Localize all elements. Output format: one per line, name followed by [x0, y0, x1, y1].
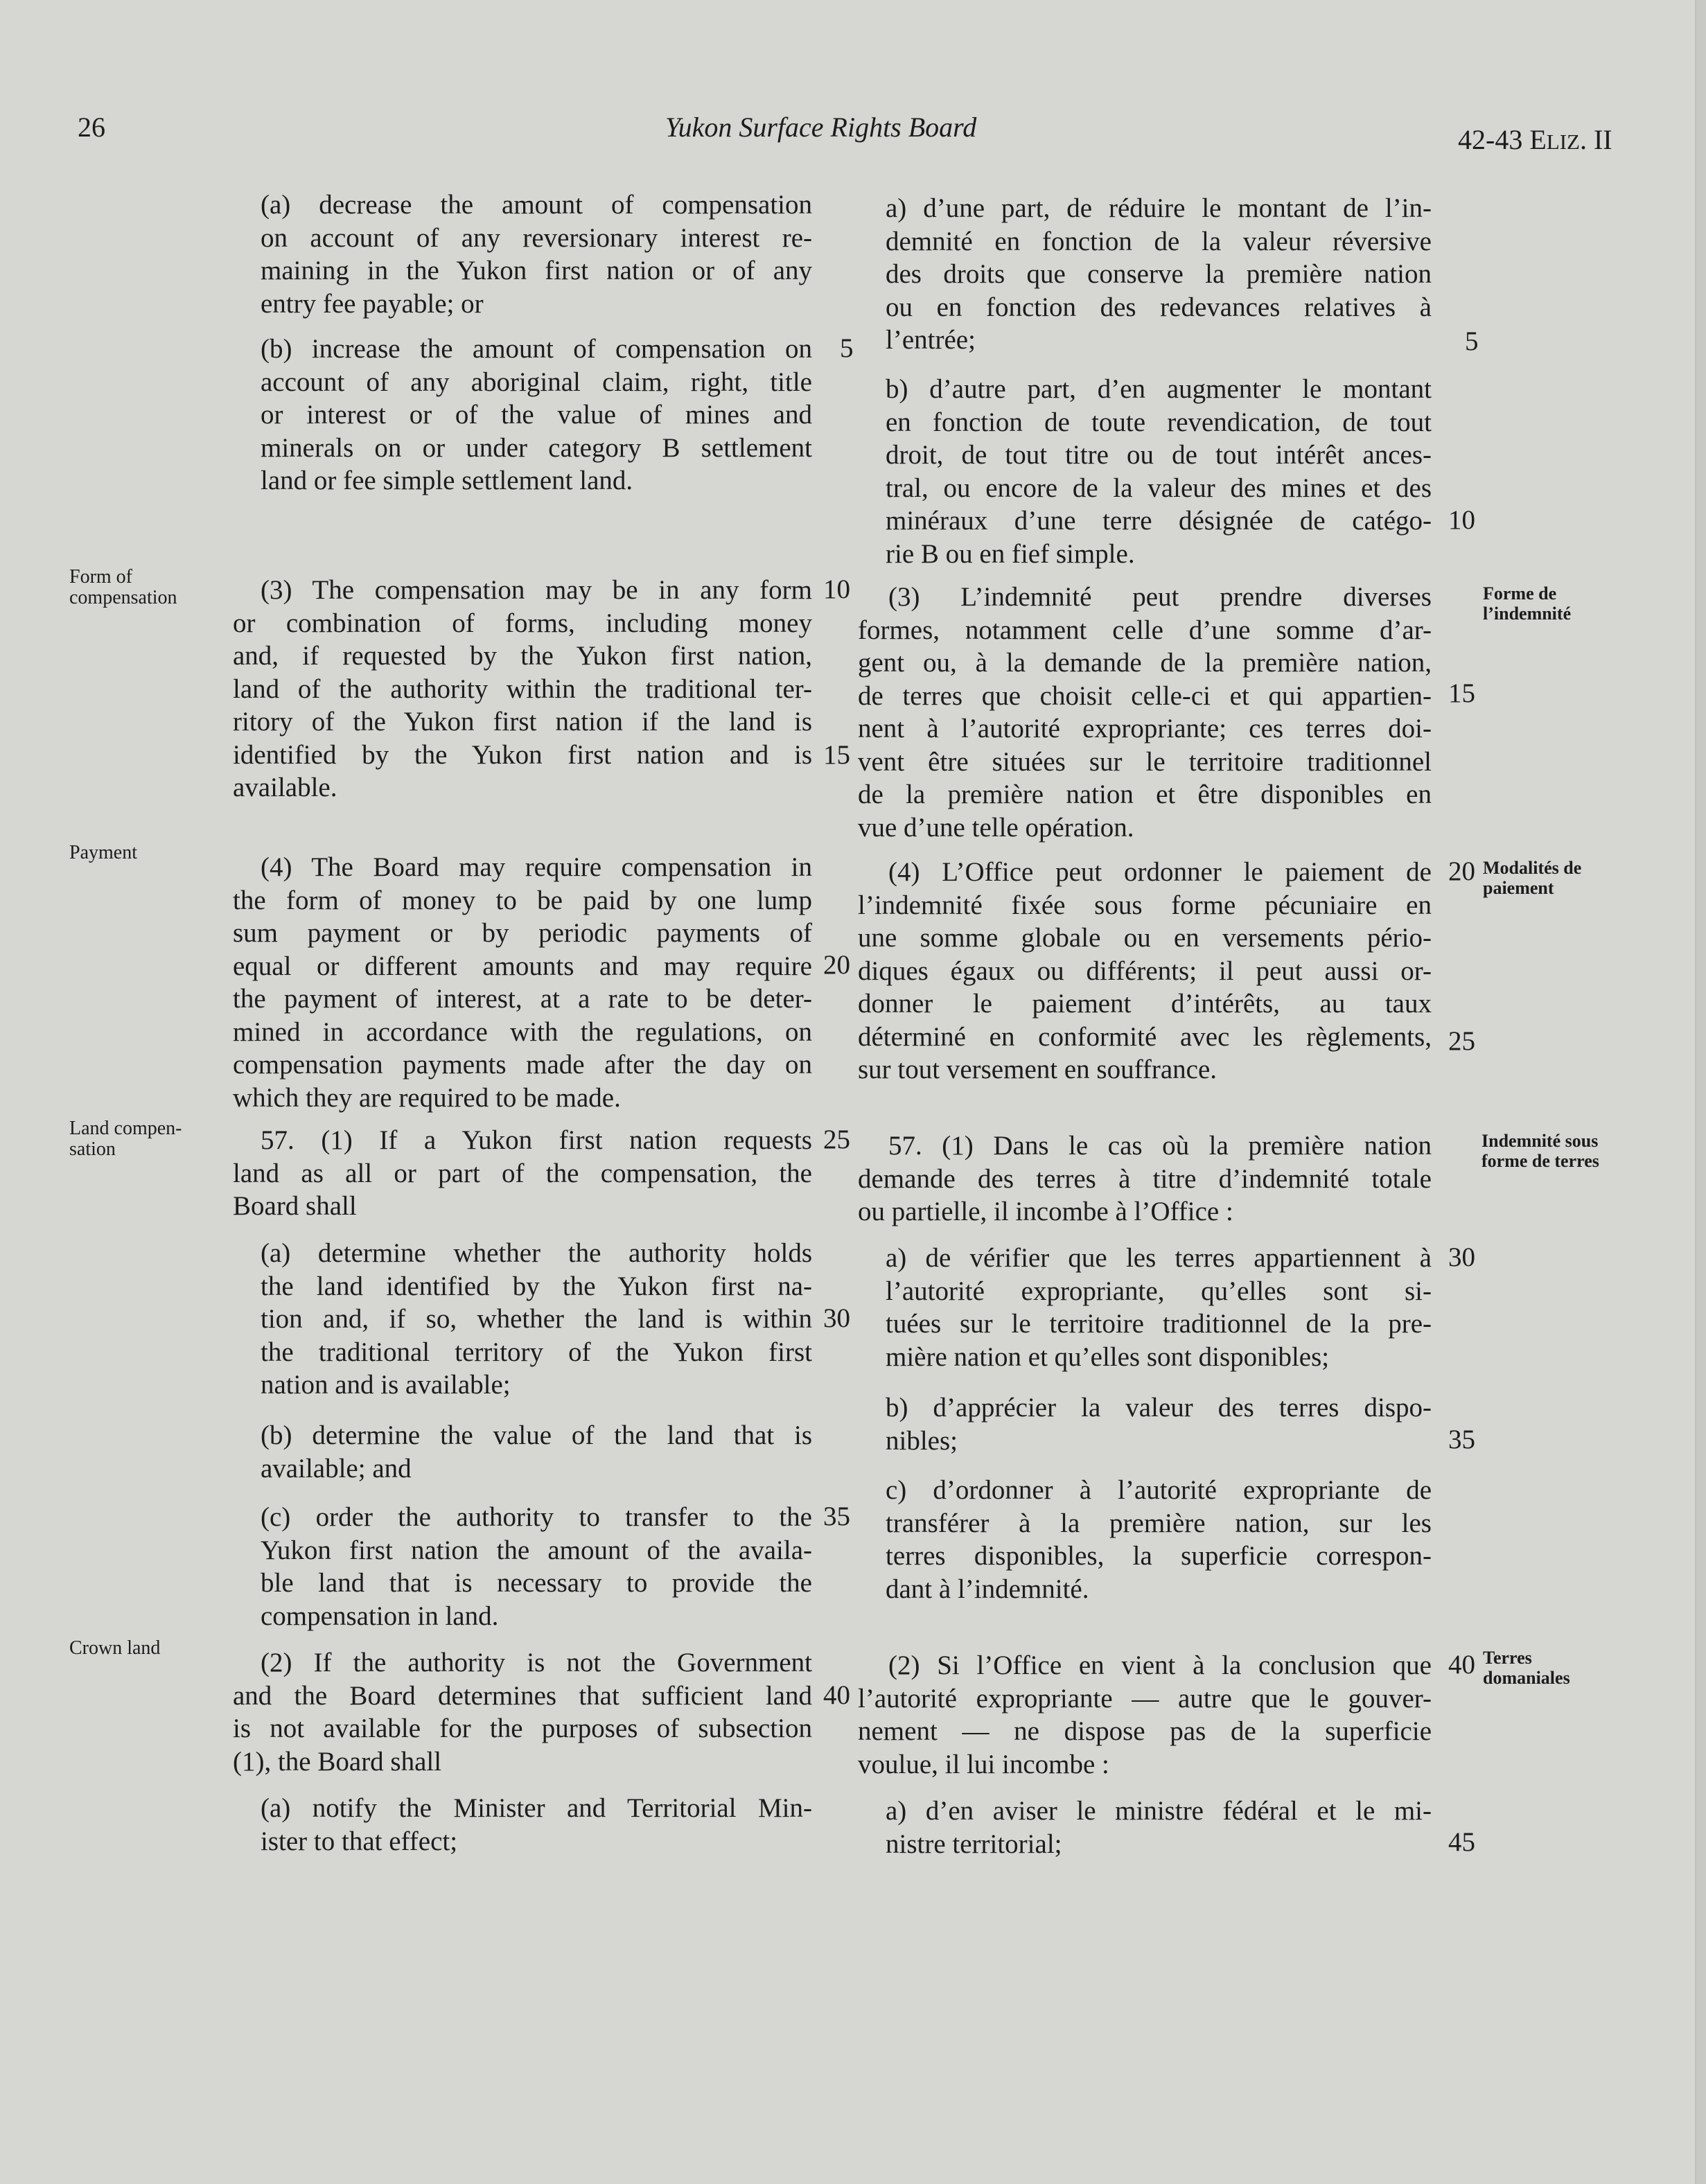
- english-b2-line: (b) determine the value of the land that is: [261, 1420, 812, 1450]
- english-p3-line: ritory of the Yukon first nation if the land is: [233, 707, 812, 737]
- english-b1-line: account of any aboriginal claim, right, title: [261, 367, 812, 397]
- line-number-fr: 40: [1448, 1650, 1475, 1680]
- french-b1-line: tral, ou encore de la valeur des mines et des: [886, 473, 1432, 503]
- english-s2-line: (1), the Board shall: [233, 1746, 442, 1777]
- english-c2-line: compensation in land.: [261, 1601, 499, 1631]
- french-a2-line: a) de vérifier que les terres appartiennent à: [886, 1243, 1432, 1273]
- french-a1-line: a) d’une part, de réduire le montant de l’in-: [886, 193, 1432, 223]
- english-a1-line: (a) decrease the amount of compensation: [261, 190, 812, 220]
- english-s57-line: land as all or part of the compensation, the: [233, 1158, 812, 1188]
- french-s57-line: demande des terres à titre d’indemnité totale: [858, 1163, 1432, 1194]
- english-a2-line: (a) determine whether the authority holds: [261, 1238, 812, 1268]
- french-p3-line: nent à l’autorité expropriante; ces terres doi-: [858, 714, 1432, 743]
- english-p3-line: land of the authority within the traditional ter-: [233, 673, 812, 704]
- english-p3-line: and, if requested by the Yukon first nation,: [233, 641, 812, 671]
- french-p4-line: donner le paiement d’intérêts, au taux: [858, 989, 1432, 1019]
- french-s57-line: ou partielle, il incombe à l’Office :: [858, 1197, 1233, 1226]
- french-a3-line: nistre territorial;: [886, 1829, 1062, 1859]
- french-b1-line: droit, de tout titre ou de tout intérêt ances-: [886, 440, 1432, 470]
- margin-note-en-land: Land compen- sation: [69, 1118, 182, 1160]
- french-p3-line: (3) L’indemnité peut prendre diverses: [888, 582, 1432, 612]
- french-a2-line: mière nation et qu’elles sont disponibles;: [886, 1341, 1330, 1372]
- french-a1-line: demnité en fonction de la valeur réversive: [886, 226, 1432, 256]
- french-p4-line: sur tout versement en souffrance.: [858, 1055, 1217, 1084]
- english-p4-line: which they are required to be made.: [233, 1082, 621, 1113]
- english-b1-line: or interest or of the value of mines and: [261, 400, 812, 430]
- running-title: Yukon Surface Rights Board: [665, 112, 977, 143]
- english-b1-line: minerals on or under category B settlement: [261, 432, 812, 463]
- french-p3-line: vue d’une telle opération.: [858, 812, 1134, 843]
- french-a2-line: l’autorité expropriante, qu’elles sont si-: [886, 1276, 1432, 1306]
- english-s57-line: 57. (1) If a Yukon first nation requests: [261, 1125, 812, 1155]
- english-b1-line: (b) increase the amount of compensation on: [261, 334, 812, 364]
- french-p4-line: l’indemnité fixée sous forme pécuniaire en: [858, 890, 1432, 920]
- french-p3-line: de la première nation et être disponibles en: [858, 780, 1432, 809]
- line-number-en: 40: [823, 1680, 850, 1710]
- french-b2-line: b) d’apprécier la valeur des terres dispo-: [886, 1393, 1432, 1423]
- english-p4-line: equal or different amounts and may require: [233, 951, 812, 981]
- french-s2-line: voulue, il lui incombe :: [858, 1749, 1109, 1779]
- french-a2-line: tuées sur le territoire traditionnel de la pre-: [886, 1309, 1432, 1339]
- english-s57-line: Board shall: [233, 1191, 357, 1221]
- line-number-en: 10: [823, 574, 850, 604]
- english-s2-line: (2) If the authority is not the Government: [261, 1648, 812, 1677]
- french-a1-line: des droits que conserve la première nation: [886, 259, 1432, 289]
- line-number-en: 15: [823, 740, 850, 770]
- french-p3-line: de terres que choisit celle-ci et qui appartien-: [858, 680, 1432, 711]
- margin-note-fr-land: Indemnité sous forme de terres: [1481, 1131, 1599, 1171]
- page-number: 26: [78, 112, 105, 143]
- french-a1-line: ou en fonction des redevances relatives à: [886, 292, 1432, 322]
- english-p3-line: or combination of forms, including money: [233, 608, 812, 638]
- english-p3-line: identified by the Yukon first nation and is: [233, 739, 812, 770]
- line-number-fr: 5: [1465, 326, 1479, 356]
- french-c2-line: dant à l’indemnité.: [886, 1574, 1089, 1604]
- english-b1-line: land or fee simple settlement land.: [261, 466, 633, 495]
- line-number-fr: 10: [1448, 505, 1475, 535]
- french-c2-line: transférer à la première nation, sur les: [886, 1508, 1432, 1538]
- english-p4-line: the form of money to be paid by one lump: [233, 885, 812, 915]
- french-b1-line: en fonction de toute revendication, de tout: [886, 407, 1432, 437]
- margin-note-fr-crown: Terres domaniales: [1483, 1648, 1570, 1688]
- english-a1-line: maining in the Yukon first nation or of any: [261, 256, 812, 285]
- page-edge: [1695, 0, 1706, 2184]
- line-number-en: 35: [823, 1502, 850, 1531]
- english-p4-line: compensation payments made after the day on: [233, 1050, 812, 1080]
- english-s2-line: is not available for the purposes of subsection: [233, 1714, 812, 1743]
- line-number-en: 30: [823, 1303, 850, 1333]
- line-number-fr: 35: [1448, 1425, 1475, 1454]
- line-number-fr: 45: [1448, 1827, 1475, 1857]
- regnal-year: 42-43 ELIZ. II: [1458, 124, 1612, 155]
- english-p3-line: (3) The compensation may be in any form: [261, 575, 812, 605]
- line-number-fr: 15: [1448, 678, 1475, 708]
- french-p3-line: formes, notamment celle d’une somme d’ar-: [858, 615, 1432, 645]
- english-a3-line: (a) notify the Minister and Territorial Min-: [261, 1793, 812, 1823]
- french-a3-line: a) d’en aviser le ministre fédéral et le mi-: [886, 1796, 1432, 1826]
- english-a1-line: entry fee payable; or: [261, 288, 484, 319]
- french-p4-line: (4) L’Office peut ordonner le paiement de: [888, 857, 1432, 887]
- french-p3-line: vent être situées sur le territoire traditionnel: [858, 746, 1432, 777]
- line-number-en: 20: [823, 950, 850, 980]
- french-s2-line: (2) Si l’Office en vient à la conclusion que: [888, 1650, 1432, 1680]
- english-a2-line: the land identified by the Yukon first na-: [261, 1271, 812, 1301]
- margin-note-en-crown: Crown land: [69, 1637, 161, 1659]
- margin-note-fr-form: Forme de l’indemnité: [1483, 583, 1572, 624]
- french-s57-line: 57. (1) Dans le cas où la première nation: [888, 1131, 1432, 1161]
- french-c2-line: terres disponibles, la superficie correspon-: [886, 1541, 1432, 1571]
- french-b1-line: minéraux d’une terre désignée de catégo-: [886, 506, 1432, 536]
- line-number-en: 25: [823, 1125, 850, 1154]
- french-p4-line: déterminé en conformité avec les règlements,: [858, 1021, 1432, 1052]
- english-p4-line: sum payment or by periodic payments of: [233, 918, 812, 948]
- french-p4-line: une somme globale ou en versements pério-: [858, 923, 1432, 953]
- margin-note-en-form: Form of compensation: [69, 566, 177, 608]
- english-c2-line: ble land that is necessary to provide the: [261, 1568, 812, 1598]
- english-b2-line: available; and: [261, 1453, 412, 1483]
- margin-note-en-payment: Payment: [69, 842, 137, 863]
- english-p4-line: the payment of interest, at a rate to be deter-: [233, 984, 812, 1014]
- french-b1-line: b) d’autre part, d’en augmenter le montant: [886, 374, 1432, 404]
- line-number-fr: 25: [1448, 1026, 1475, 1056]
- line-number-en: 5: [840, 333, 854, 363]
- french-s2-line: nement — ne dispose pas de la superficie: [858, 1716, 1432, 1746]
- english-c2-line: (c) order the authority to transfer to the: [261, 1502, 812, 1532]
- english-p4-line: mined in accordance with the regulations, on: [233, 1016, 812, 1047]
- margin-note-fr-payment: Modalités de paiement: [1483, 858, 1582, 898]
- english-p3-line: available.: [233, 773, 337, 802]
- french-a1-line: l’entrée;: [886, 325, 976, 355]
- english-a2-line: the traditional territory of the Yukon first: [261, 1337, 812, 1367]
- french-c2-line: c) d’ordonner à l’autorité expropriante de: [886, 1475, 1432, 1505]
- french-p4-line: diques égaux ou différents; il peut aussi or-: [858, 956, 1432, 986]
- english-a2-line: tion and, if so, whether the land is within: [261, 1304, 812, 1334]
- english-a3-line: ister to that effect;: [261, 1826, 458, 1856]
- line-number-fr: 20: [1448, 856, 1475, 886]
- line-number-fr: 30: [1448, 1242, 1475, 1272]
- french-p3-line: gent ou, à la demande de la première nation,: [858, 648, 1432, 678]
- french-b1-line: rie B ou en fief simple.: [886, 538, 1135, 569]
- english-c2-line: Yukon first nation the amount of the availa-: [261, 1535, 812, 1565]
- english-a2-line: nation and is available;: [261, 1370, 511, 1400]
- english-p4-line: (4) The Board may require compensation in: [261, 852, 812, 882]
- french-s2-line: l’autorité expropriante — autre que le gouver-: [858, 1683, 1432, 1714]
- french-b2-line: nibles;: [886, 1425, 958, 1456]
- english-a1-line: on account of any reversionary interest re-: [261, 222, 812, 253]
- english-s2-line: and the Board determines that sufficient land: [233, 1680, 812, 1711]
